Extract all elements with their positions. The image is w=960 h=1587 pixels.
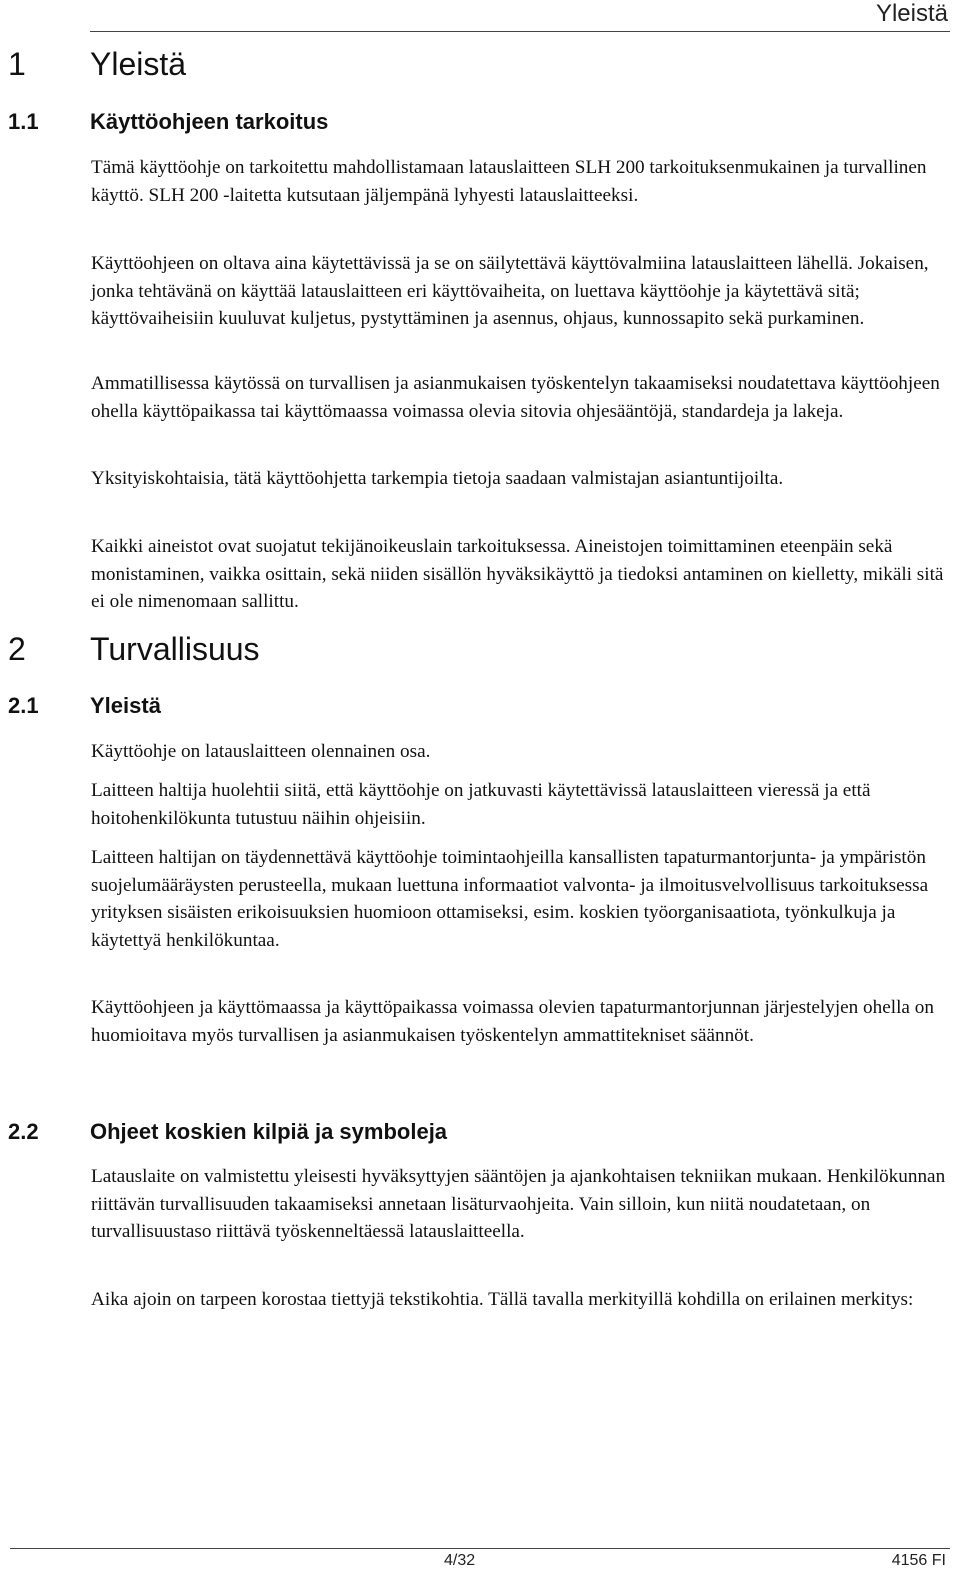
section-2-1-heading xyxy=(8,693,161,719)
page-number: 4/32 xyxy=(444,1552,476,1569)
section-1-1-heading xyxy=(8,109,328,135)
section-title: Yleistä xyxy=(90,693,161,718)
section-2-2-heading xyxy=(8,1119,447,1145)
paragraph: Kaikki aineistot ovat suojatut tekijänoikeuslain tarkoituksessa. Aineistojen toimittaminen eteenpäin sekä monistaminen, vaikka osittain, sekä niiden sisällön hyväksikäyttö ja tiedoksi antaminen on kielletty, mikäli sitä ei ole nimenomaan sallittu. xyxy=(91,536,944,613)
document-id: 4156 FI xyxy=(891,1552,946,1569)
paragraph: Ammatillisessa käytössä on turvallisen ja asianmukaisen työskentelyn takaamiseksi noudatettava käyttöohjeen ohella käyttöpaikassa tai käyttömaassa voimassa olevia sitovia ohjesääntöjä, standardeja ja lakeja. xyxy=(91,373,940,422)
paragraph: Käyttöohjeen on oltava aina käytettävissä ja se on säilytettävä käyttövalmiina latauslaitteen lähellä. Jokaisen, jonka tehtävänä on käyttää latauslaitteen eri käyttövaiheita, on luettava käyttöohje ja käytettävä sitä; käyttövaiheisiin kuuluvat kuljetus, pystyttäminen ja asennus, ohjaus, kunnossapito sekä purkaminen. xyxy=(91,253,929,330)
footer-rule xyxy=(10,1548,950,1549)
section-number: 2.1 xyxy=(8,693,39,718)
paragraph: Laitteen haltijan on täydennettävä käyttöohje toimintaohjeilla kansallisten tapaturmantorjunta- ja ympäristön suojelumääräysten perusteella, mukaan luettuna informaatiot valvonta- ja ilmoitusvelvollisuus tarkoituksessa yrityksen sisäisten erikoisuuksien huomioon ottamiseksi, esim. koskien työorganisaatiota, työnkulkuja ja käytettyä henkilökuntaa. xyxy=(91,847,929,951)
header-title: Yleistä xyxy=(875,0,948,27)
paragraph: Yksityiskohtaisia, tätä käyttöohjetta tarkempia tietoja saadaan valmistajan asiantuntijoilta. xyxy=(91,468,784,489)
paragraph: Laitteen haltija huolehtii siitä, että käyttöohje on jatkuvasti käytettävissä latauslaitteen vieressä ja että hoitohenkilökunta tutustuu näihin ohjeisiin. xyxy=(91,780,871,829)
section-2-heading xyxy=(8,631,260,668)
section-title: Yleistä xyxy=(90,46,187,82)
section-title: Ohjeet koskien kilpiä ja symboleja xyxy=(90,1119,448,1144)
section-1-heading xyxy=(8,46,186,83)
header-rule xyxy=(90,31,950,32)
section-title: Käyttöohjeen tarkoitus xyxy=(90,109,329,134)
section-number: 1 xyxy=(8,46,26,82)
paragraph: Latauslaite on valmistettu yleisesti hyväksyttyjen sääntöjen ja ajankohtaisen tekniikan mukaan. Henkilökunnan riittävän turvallisuuden takaamiseksi annetaan lisäturvaohjeita. Vain silloin, kun niitä noudatetaan, on turvallisuustaso riittävä työskenneltäessä latauslaitteella. xyxy=(91,1166,946,1243)
paragraph: Käyttöohje on latauslaitteen olennainen osa. xyxy=(91,741,431,762)
section-title: Turvallisuus xyxy=(90,631,260,667)
paragraph: Tämä käyttöohje on tarkoitettu mahdollistamaan latauslaitteen SLH 200 tarkoituksenmukainen ja turvallinen käyttö. SLH 200 -laitetta kutsutaan jäljempänä lyhyesti latauslaitteeksi. xyxy=(91,157,927,206)
paragraph: Käyttöohjeen ja käyttömaassa ja käyttöpaikassa voimassa olevien tapaturmantorjunnan järjestelyjen ohella on huomioitava myös turvallisen ja asianmukaisen työskentelyn ammattitekniset säännöt. xyxy=(91,997,934,1046)
section-number: 2.2 xyxy=(8,1119,39,1144)
paragraph: Aika ajoin on tarpeen korostaa tiettyjä tekstikohtia. Tällä tavalla merkityillä kohdilla on erilainen merkitys: xyxy=(91,1289,914,1310)
section-number: 1.1 xyxy=(8,109,39,134)
section-number: 2 xyxy=(8,631,26,667)
